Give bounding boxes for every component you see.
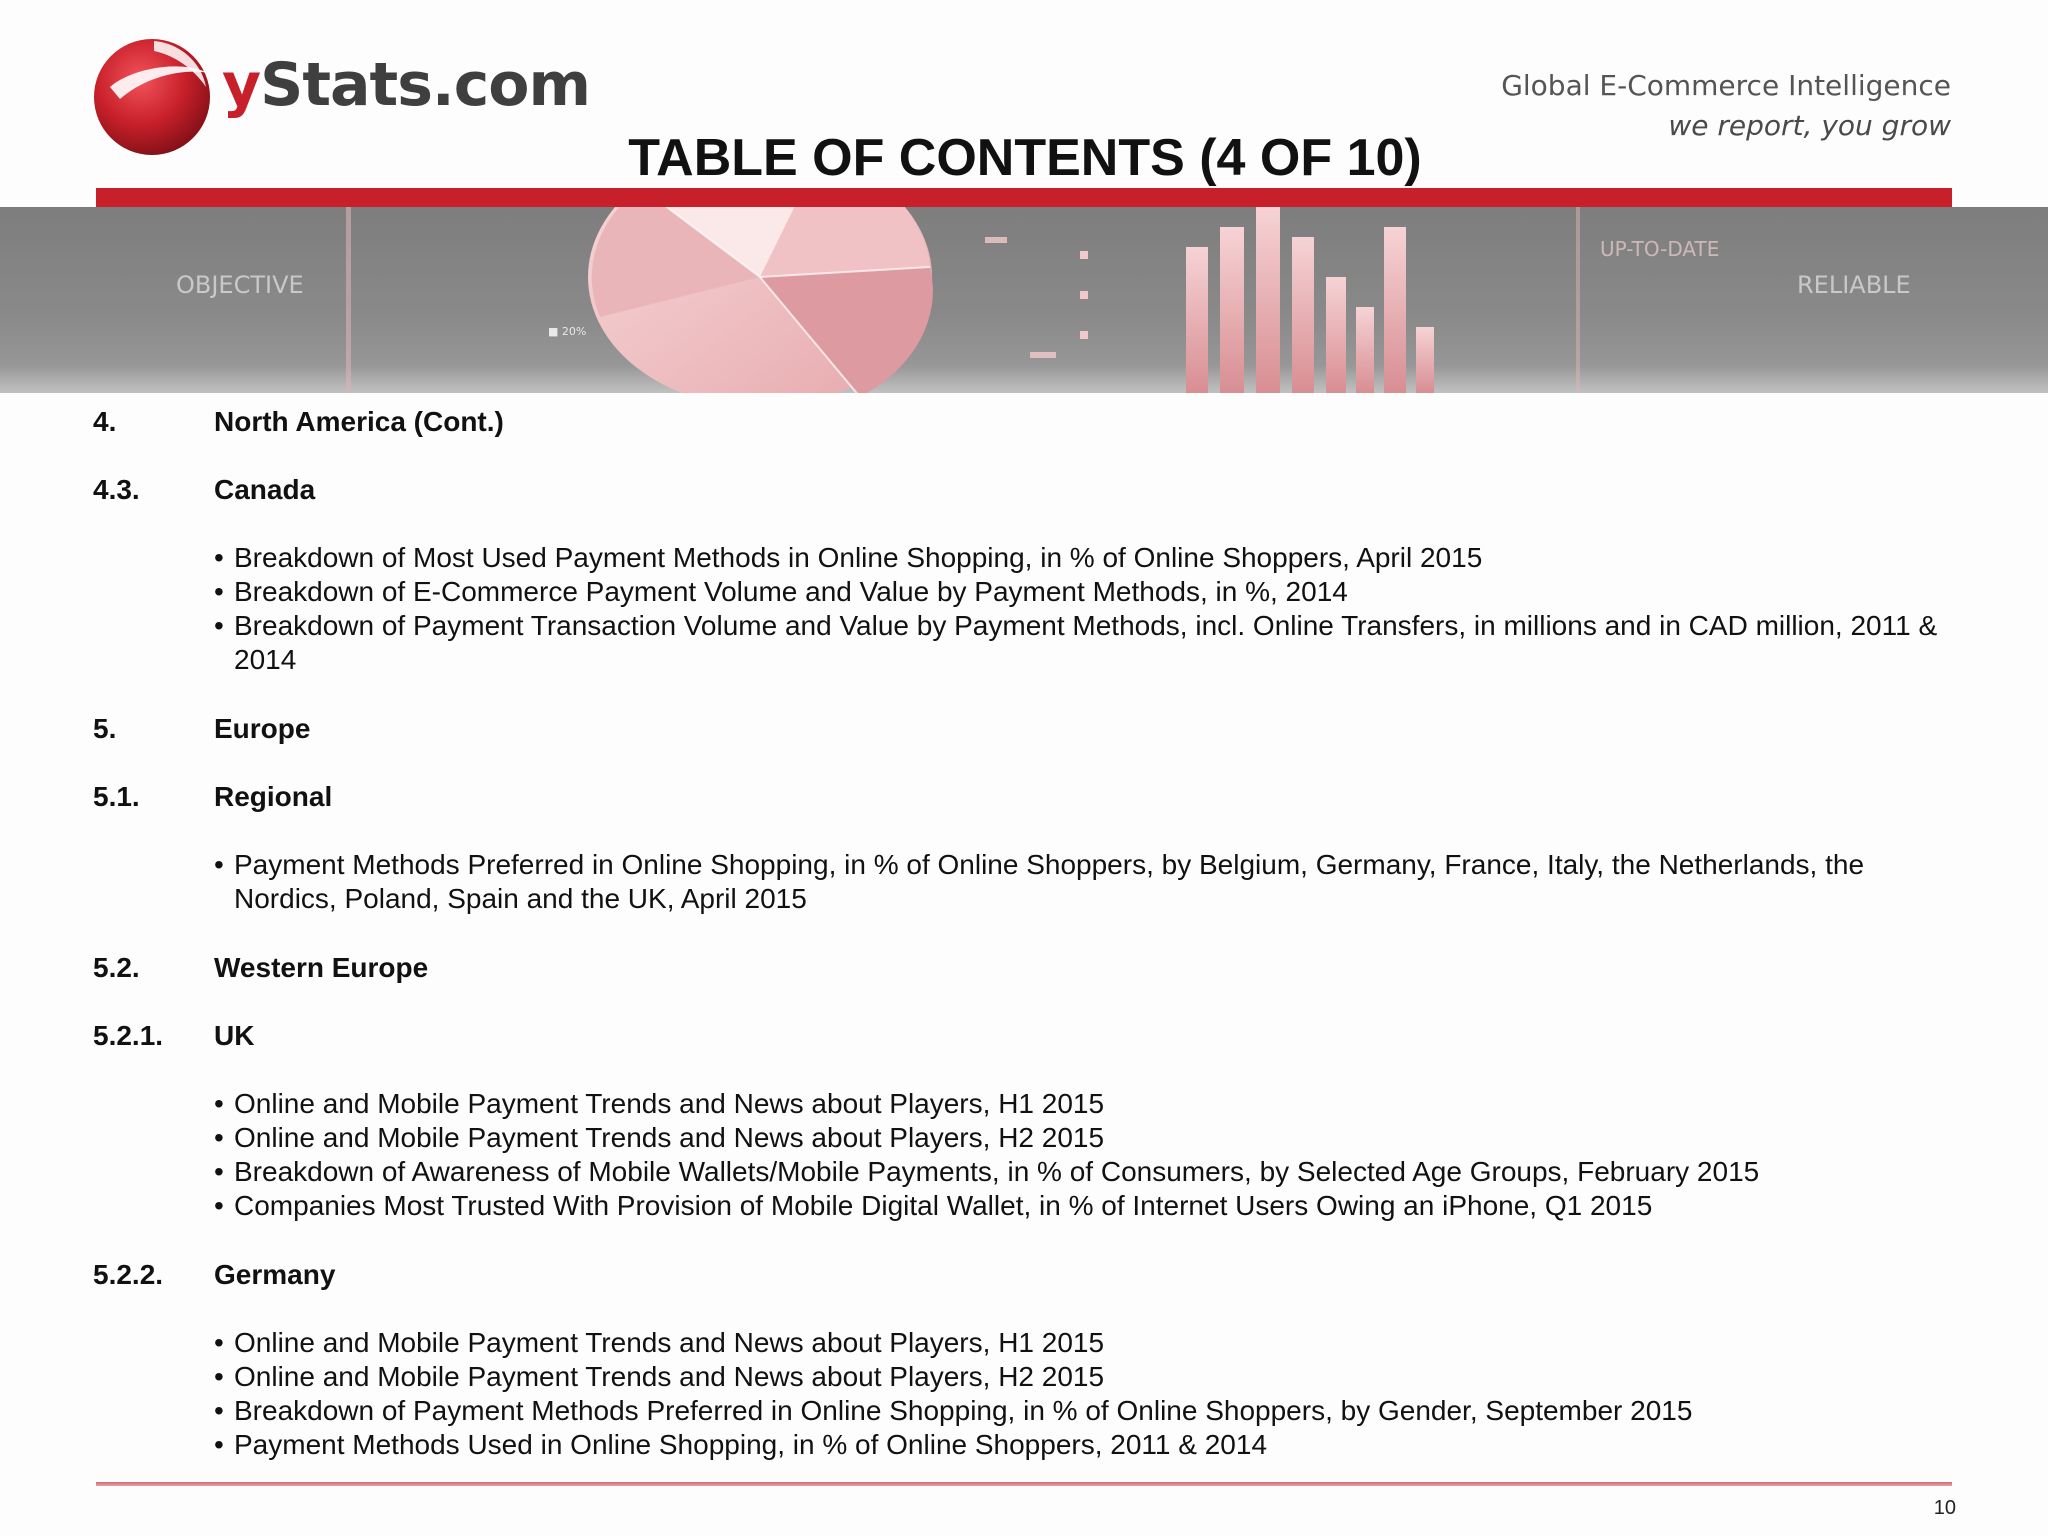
header-red-bar — [96, 188, 1952, 207]
banner-illustration — [0, 207, 2048, 393]
toc-list-item: • Online and Mobile Payment Trends and News about Players, H2 2015 — [214, 1121, 1974, 1155]
toc-list-item: • Payment Methods Used in Online Shopping, in % of Online Shoppers, 2011 & 2014 — [214, 1428, 1974, 1462]
toc-list-item: • Breakdown of Awareness of Mobile Wallets/Mobile Payments, in % of Consumers, by Selected Age Groups, February 2015 — [214, 1155, 1974, 1189]
banner-word-up-to-date: UP-TO-DATE — [1600, 237, 1720, 261]
tagline-line-1: Global E-Commerce Intelligence — [1501, 69, 1951, 102]
toc-list-item: • Breakdown of Most Used Payment Methods in Online Shopping, in % of Online Shoppers, April 2015 — [214, 541, 1974, 575]
toc-heading-title: UK — [214, 1020, 255, 1051]
banner-pie-graphic — [588, 207, 933, 393]
tagline-line-2: we report, you grow — [1668, 109, 1951, 142]
toc-heading-5-2 — [93, 951, 428, 985]
toc-heading-number: 5. — [93, 713, 117, 744]
toc-heading-title: Germany — [214, 1259, 336, 1290]
toc-heading-number: 5.2. — [93, 952, 140, 983]
toc-heading-4-3 — [93, 473, 315, 507]
toc-list-item: • Companies Most Trusted With Provision of Mobile Digital Wallet, in % of Internet Users Owing an iPhone, Q1 2015 — [214, 1189, 1974, 1223]
toc-list-item: • Payment Methods Preferred in Online Shopping, in % of Online Shoppers, by Belgium, Germany, France, Italy, the Netherlands, the Nordics, Poland, Spain and the UK, April 2015 — [214, 848, 1974, 916]
toc-heading-title: Regional — [214, 781, 333, 812]
toc-list-item: • Breakdown of Payment Transaction Volume and Value by Payment Methods, incl. Online Transfers, in millions and in CAD million, 2011 & 2014 — [214, 609, 1974, 677]
header-banner-image — [0, 207, 2048, 393]
page-title: TABLE OF CONTENTS (4 OF 10) — [628, 129, 1422, 187]
page-number: 10 — [1933, 1497, 1956, 1519]
banner-word-reliable: RELIABLE — [1797, 271, 1911, 299]
footer-divider — [96, 1482, 1952, 1486]
banner-word-objective: OBJECTIVE — [176, 271, 304, 299]
toc-list-item: • Online and Mobile Payment Trends and News about Players, H1 2015 — [214, 1087, 1974, 1121]
logo-wordmark: yStats.com — [222, 50, 591, 120]
toc-heading-number: 5.2.2. — [93, 1259, 164, 1290]
toc-heading-title: Europe — [214, 713, 311, 744]
toc-list-canada — [214, 541, 1974, 677]
toc-list-item: • Breakdown of E-Commerce Payment Volume and Value by Payment Methods, in %, 2014 — [214, 575, 1974, 609]
banner-pie-label: ■ 20% — [548, 325, 587, 338]
toc-heading-number: 5.2.1. — [93, 1020, 164, 1051]
toc-heading-number: 5.1. — [93, 781, 140, 812]
toc-list-germany — [214, 1326, 1974, 1462]
toc-heading-5-1 — [93, 780, 332, 814]
toc-heading-title: North America (Cont.) — [214, 406, 504, 437]
toc-list-uk — [214, 1087, 1974, 1223]
toc-list-regional — [214, 848, 1974, 916]
toc-list-item: • Breakdown of Payment Methods Preferred in Online Shopping, in % of Online Shoppers, by Gender, September 2015 — [214, 1394, 1974, 1428]
toc-heading-number: 4. — [93, 406, 117, 437]
toc-list-item: • Online and Mobile Payment Trends and News about Players, H2 2015 — [214, 1360, 1974, 1394]
toc-heading-title: Western Europe — [214, 952, 429, 983]
toc-heading-number: 4.3. — [93, 474, 140, 505]
toc-heading-5-2-2 — [93, 1258, 335, 1292]
toc-list-item: • Online and Mobile Payment Trends and News about Players, H1 2015 — [214, 1326, 1974, 1360]
toc-heading-5 — [93, 712, 310, 746]
toc-heading-4 — [93, 405, 504, 439]
toc-heading-title: Canada — [214, 474, 316, 505]
toc-heading-5-2-1 — [93, 1019, 254, 1053]
